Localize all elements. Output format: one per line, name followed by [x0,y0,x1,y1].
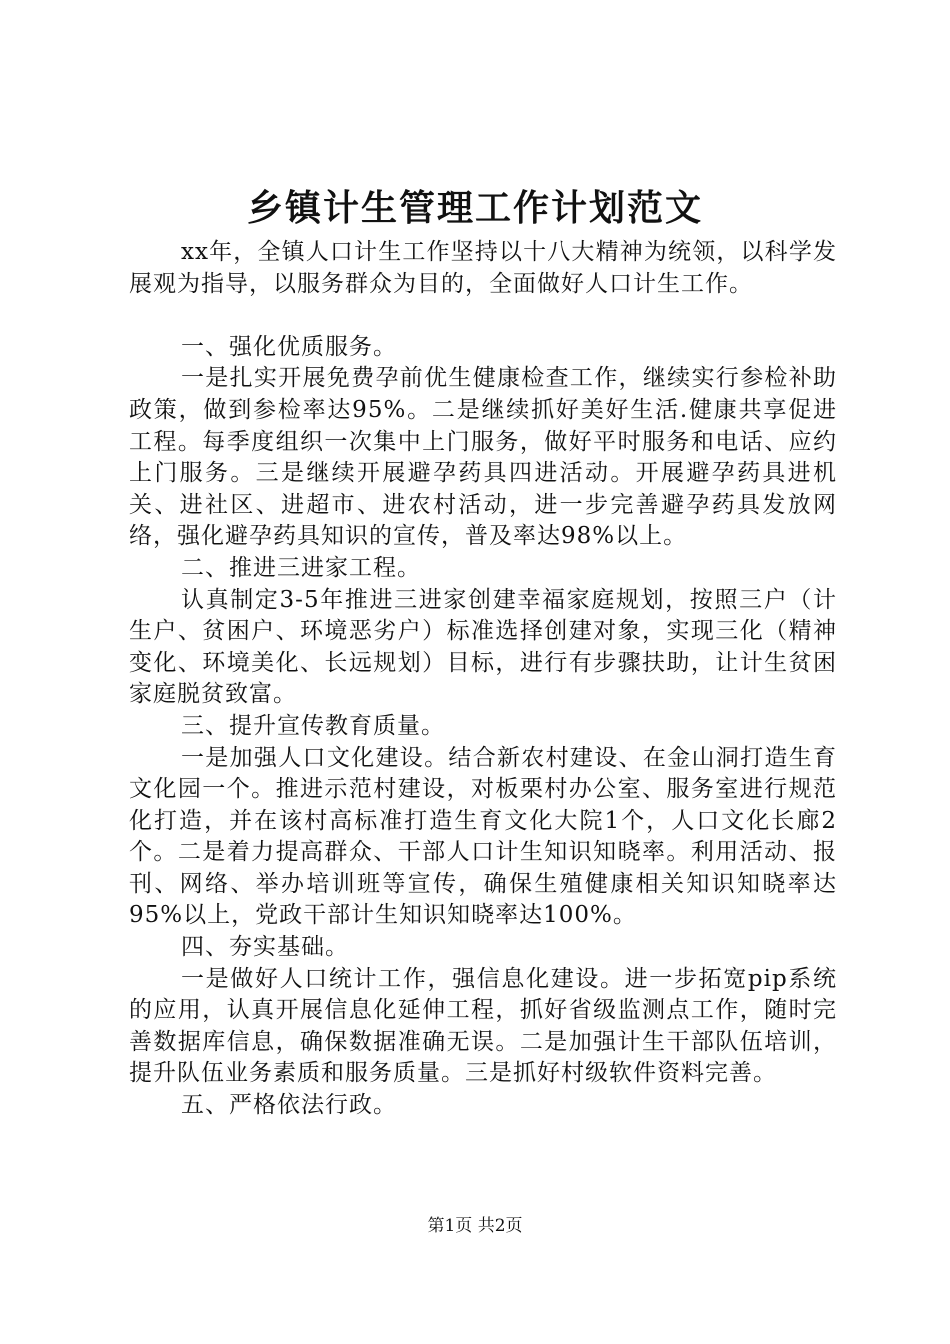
section-heading-4: 四、夯实基础。 [181,934,349,961]
section-paragraph-2: 认真制定3-5年推进三进家创建幸福家庭规划，按照三户（计生户、贫困户、环境恶劣户）标准选择创建对象，实现三化（精神变化、环境美化、长远规划）目标，进行有步骤扶助，让计生贫困家庭脱贫致富。 [129,586,837,708]
section-paragraph-4: 一是做好人口统计工作，强信息化建设。进一步拓宽pip系统的应用，认真开展信息化延伸工程，抓好省级监测点工作，随时完善数据库信息，确保数据准确无误。二是加强计生干部队伍培训，提升队伍业务素质和服务质量。三是抓好村级软件资料完善。 [129,965,837,1087]
section-paragraph-3: 一是加强人口文化建设。结合新农村建设、在金山洞打造生育文化园一个。推进示范村建设，对板栗村办公室、服务室进行规范化打造，并在该村高标准打造生育文化大院1个，人口文化长廊2个。二是着力提高群众、干部人口计生知识知晓率。利用活动、报刊、网络、举办培训班等宣传，确保生殖健康相关知识知晓率达95%以上，党政干部计生知识知晓率达100%。 [129,744,837,929]
section-paragraph-1: 一是扎实开展免费孕前优生健康检查工作，继续实行参检补助政策，做到参检率达95%。二是继续抓好美好生活.健康共享促进工程。每季度组织一次集中上门服务，做好平时服务和电话、应约上门服务。三是继续开展避孕药具四进活动。开展避孕药具进机关、进社区、进超市、进农村活动，进一步完善避孕药具发放网络，强化避孕药具知识的宣传，普及率达98%以上。 [129,365,837,550]
page-footer: 第1页 共2页 [427,1216,523,1236]
document-body [129,237,837,1122]
section-heading-5: 五、严格依法行政。 [181,1092,397,1119]
section-heading-3: 三、提升宣传教育质量。 [181,712,445,739]
document-title: 乡镇计生管理工作计划范文 [246,187,703,229]
intro-paragraph: xx年，全镇人口计生工作坚持以十八大精神为统领，以科学发展观为指导，以服务群众为目的，全面做好人口计生工作。 [129,239,837,297]
section-heading-1: 一、强化优质服务。 [181,333,397,360]
section-heading-2: 二、推进三进家工程。 [181,554,421,581]
